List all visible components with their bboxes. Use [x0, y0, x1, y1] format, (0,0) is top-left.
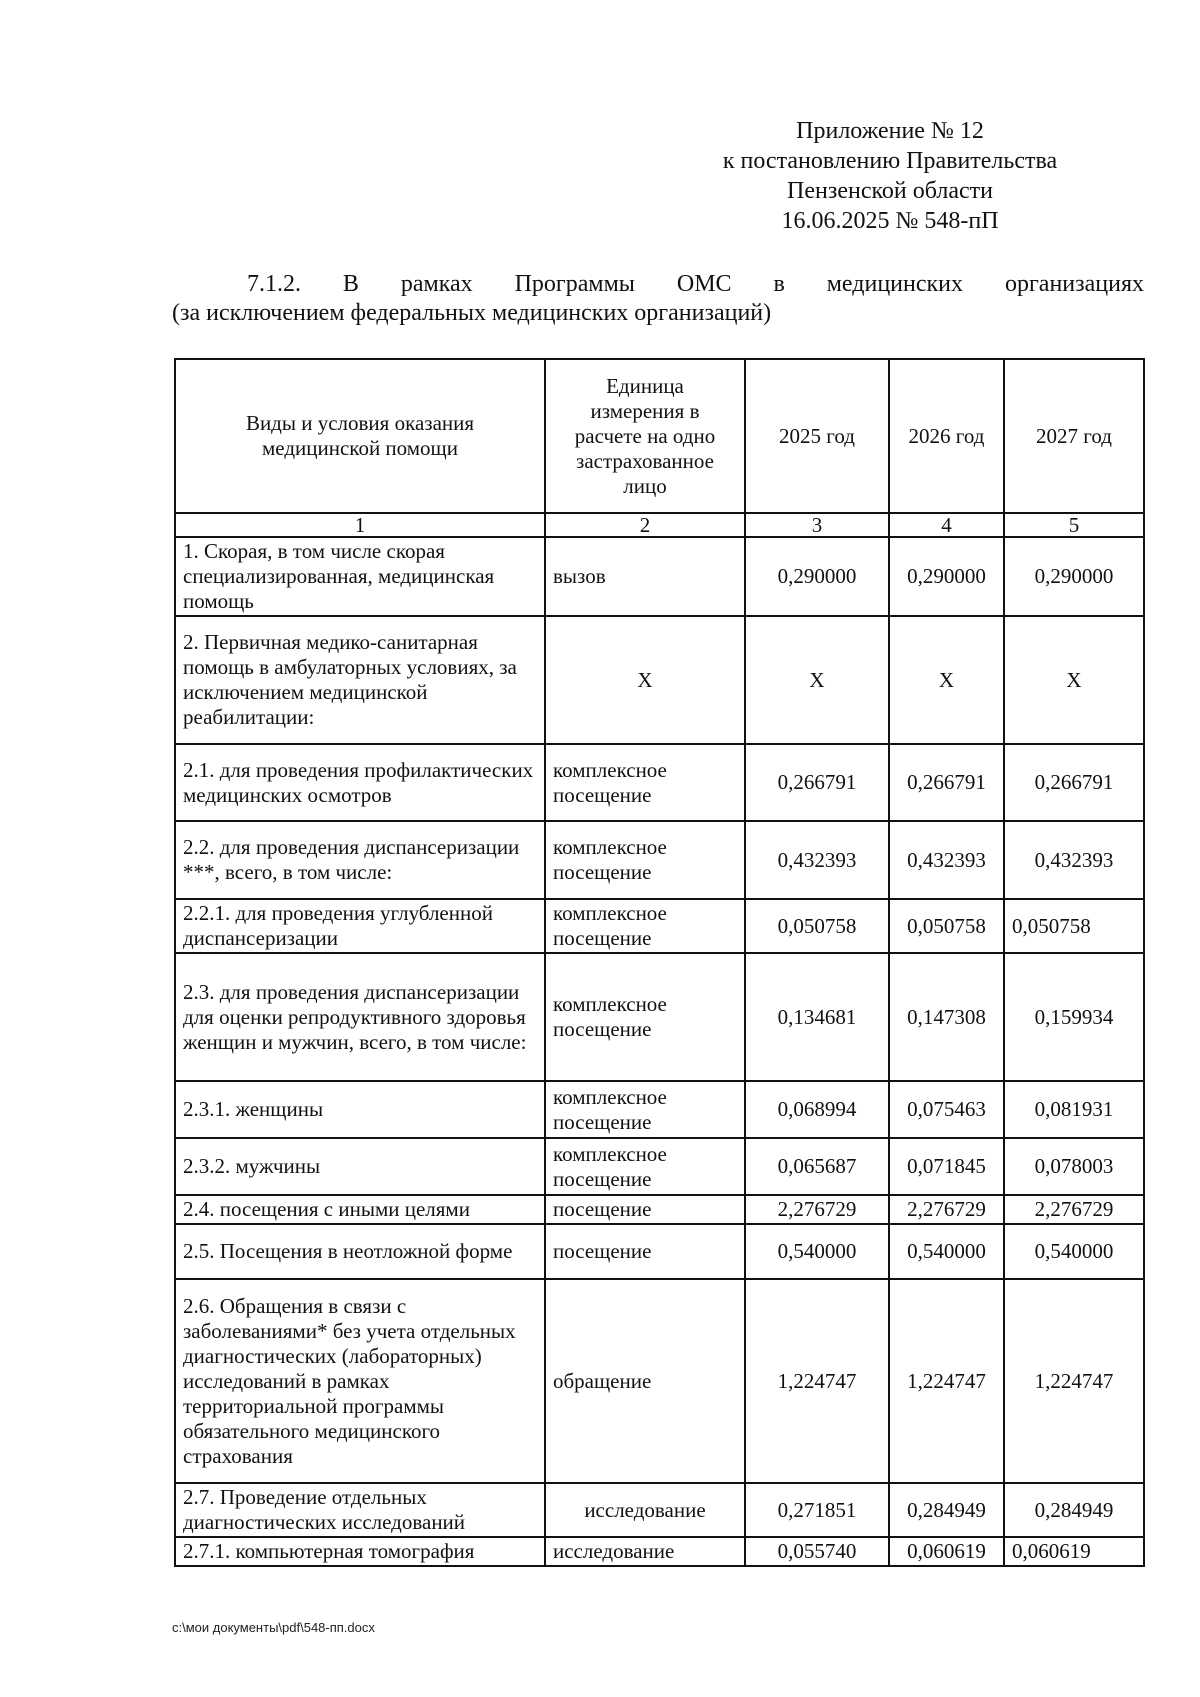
unit-cell: комплексное посещение [545, 1081, 745, 1138]
value-2025-cell: 0,050758 [745, 899, 889, 953]
table-row [175, 744, 1144, 821]
table-header-row [175, 359, 1144, 513]
unit-cell: Х [545, 616, 745, 744]
value-2027-cell: 0,078003 [1004, 1138, 1144, 1195]
care-type-cell: 2.7. Проведение отдельных диагностических исследований [175, 1483, 545, 1537]
value-2025-cell: 1,224747 [745, 1279, 889, 1483]
care-type-cell: 2.1. для проведения профилактических медицинских осмотров [175, 744, 545, 821]
care-type-cell: 1. Скорая, в том числе скорая специализированная, медицинская помощь [175, 537, 545, 616]
unit-cell: комплексное посещение [545, 953, 745, 1081]
value-2025-cell: 0,065687 [745, 1138, 889, 1195]
value-2027-cell: 0,159934 [1004, 953, 1144, 1081]
header-year-2027: 2027 год [1004, 359, 1144, 513]
appendix-resolution: к постановлению Правительства [722, 148, 1058, 174]
value-2025-cell: 0,540000 [745, 1224, 889, 1279]
value-2025-cell: 0,134681 [745, 953, 889, 1081]
section-intro-line-1: 7.1.2. В рамках Программы ОМС в медицинских организациях [247, 271, 1144, 297]
value-2026-cell: Х [889, 616, 1004, 744]
care-type-cell: 2.7.1. компьютерная томография [175, 1537, 545, 1566]
value-2026-cell: 0,540000 [889, 1224, 1004, 1279]
table-row [175, 1081, 1144, 1138]
value-2025-cell: 0,266791 [745, 744, 889, 821]
appendix-date-number: 16.06.2025 № 548-пП [781, 208, 999, 234]
unit-cell: исследование [545, 1537, 745, 1566]
column-index: 5 [1004, 513, 1144, 537]
value-2025-cell: 0,432393 [745, 821, 889, 899]
table-row [175, 616, 1144, 744]
unit-cell: вызов [545, 537, 745, 616]
care-type-cell: 2.5. Посещения в неотложной форме [175, 1224, 545, 1279]
table-row [175, 1537, 1144, 1566]
column-index: 3 [745, 513, 889, 537]
section-intro-line-2: (за исключением федеральных медицинских организаций) [172, 300, 772, 326]
column-index: 2 [545, 513, 745, 537]
value-2026-cell: 1,224747 [889, 1279, 1004, 1483]
value-2026-cell: 0,060619 [889, 1537, 1004, 1566]
unit-cell: посещение [545, 1195, 745, 1224]
value-2026-cell: 2,276729 [889, 1195, 1004, 1224]
volume-table [174, 358, 1145, 1567]
unit-cell: комплексное посещение [545, 821, 745, 899]
value-2027-cell: 0,540000 [1004, 1224, 1144, 1279]
unit-cell: комплексное посещение [545, 744, 745, 821]
table-row [175, 1224, 1144, 1279]
care-type-cell: 2. Первичная медико-санитарная помощь в амбулаторных условиях, за исключением медицинской реабилитации: [175, 616, 545, 744]
section-intro [172, 270, 1144, 328]
care-type-cell: 2.3.1. женщины [175, 1081, 545, 1138]
value-2027-cell: 1,224747 [1004, 1279, 1144, 1483]
value-2027-cell: 0,432393 [1004, 821, 1144, 899]
value-2025-cell: 2,276729 [745, 1195, 889, 1224]
file-path-footer: c:\мои документы\pdf\548-пп.docx [172, 1620, 375, 1635]
value-2027-cell: 2,276729 [1004, 1195, 1144, 1224]
value-2026-cell: 0,290000 [889, 537, 1004, 616]
unit-cell: комплексное посещение [545, 1138, 745, 1195]
value-2027-cell: 0,081931 [1004, 1081, 1144, 1138]
value-2026-cell: 0,075463 [889, 1081, 1004, 1138]
value-2025-cell: 0,068994 [745, 1081, 889, 1138]
table-row [175, 1483, 1144, 1537]
header-year-2026: 2026 год [889, 359, 1004, 513]
value-2027-cell: 0,290000 [1004, 537, 1144, 616]
unit-cell: комплексное посещение [545, 899, 745, 953]
table-row [175, 899, 1144, 953]
care-type-cell: 2.6. Обращения в связи с заболеваниями* без учета отдельных диагностических (лабораторных) исследований в рамках территориальной программы обязательного медицинского страхования [175, 1279, 545, 1483]
care-type-cell: 2.2. для проведения диспансеризации ***, всего, в том числе: [175, 821, 545, 899]
header-year-2025: 2025 год [745, 359, 889, 513]
column-index: 4 [889, 513, 1004, 537]
care-type-cell: 2.2.1. для проведения углубленной диспансеризации [175, 899, 545, 953]
value-2026-cell: 0,266791 [889, 744, 1004, 821]
header-unit: Единица измерения в расчете на одно застрахованное лицо [545, 359, 745, 513]
value-2027-cell: Х [1004, 616, 1144, 744]
table-row [175, 1195, 1144, 1224]
appendix-region: Пензенской области [787, 178, 993, 204]
unit-cell: посещение [545, 1224, 745, 1279]
table-row [175, 1138, 1144, 1195]
value-2026-cell: 0,284949 [889, 1483, 1004, 1537]
care-type-cell: 2.4. посещения с иными целями [175, 1195, 545, 1224]
table-row [175, 1279, 1144, 1483]
appendix-block [660, 116, 1120, 236]
value-2025-cell: Х [745, 616, 889, 744]
value-2027-cell: 0,060619 [1004, 1537, 1144, 1566]
care-type-cell: 2.3. для проведения диспансеризации для оценки репродуктивного здоровья женщин и мужчин, всего, в том числе: [175, 953, 545, 1081]
value-2027-cell: 0,266791 [1004, 744, 1144, 821]
value-2026-cell: 0,432393 [889, 821, 1004, 899]
value-2025-cell: 0,055740 [745, 1537, 889, 1566]
unit-cell: исследование [545, 1483, 745, 1537]
header-care-type: Виды и условия оказания медицинской помощи [175, 359, 545, 513]
table-row [175, 537, 1144, 616]
value-2025-cell: 0,290000 [745, 537, 889, 616]
table-row [175, 821, 1144, 899]
table-row [175, 953, 1144, 1081]
column-index: 1 [175, 513, 545, 537]
value-2025-cell: 0,271851 [745, 1483, 889, 1537]
value-2026-cell: 0,050758 [889, 899, 1004, 953]
appendix-number: Приложение № 12 [796, 118, 984, 144]
unit-cell: обращение [545, 1279, 745, 1483]
value-2026-cell: 0,147308 [889, 953, 1004, 1081]
value-2027-cell: 0,050758 [1004, 899, 1144, 953]
value-2027-cell: 0,284949 [1004, 1483, 1144, 1537]
column-index-row [175, 513, 1144, 537]
value-2026-cell: 0,071845 [889, 1138, 1004, 1195]
care-type-cell: 2.3.2. мужчины [175, 1138, 545, 1195]
